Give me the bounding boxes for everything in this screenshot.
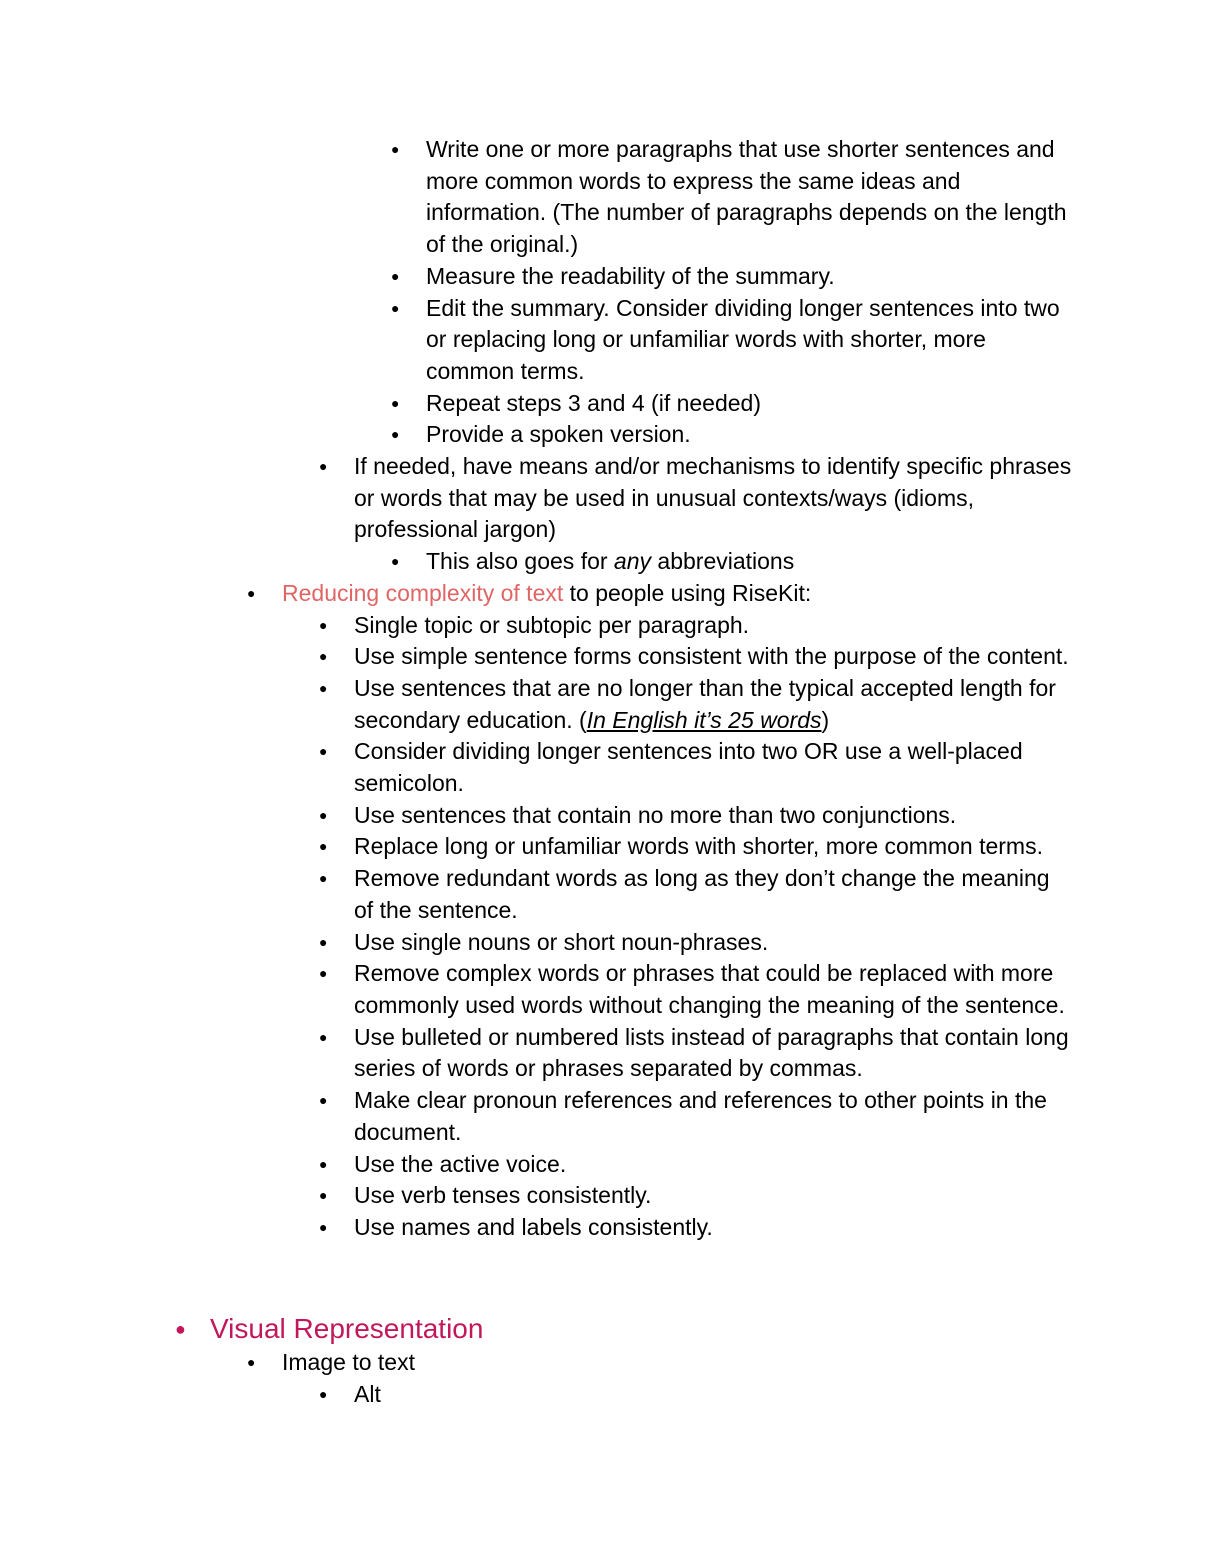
- list-item: ● Use the active voice.: [354, 1149, 1074, 1181]
- text: Use sentences that are no longer than the typical accepted length for secondary education. (: [354, 674, 1056, 733]
- list-item: ● Use single nouns or short noun-phrases.: [354, 927, 1074, 959]
- list-item: ● Use simple sentence forms consistent with the purpose of the content.: [354, 641, 1074, 673]
- list-item: ● Single topic or subtopic per paragraph.: [354, 610, 1074, 642]
- list-item: [282, 578, 1082, 610]
- text: abbreviations: [651, 548, 795, 575]
- text: to people using RiseKit:: [563, 579, 812, 606]
- idioms-list: [0, 451, 1082, 546]
- reducing-list: [0, 578, 1082, 610]
- list-item: ● Replace long or unfamiliar words with shorter, more common terms.: [354, 831, 1074, 863]
- list-item: ● Repeat steps 3 and 4 (if needed): [426, 388, 1076, 420]
- list-item: ● Provide a spoken version.: [426, 419, 1076, 451]
- steps-list: [0, 134, 1082, 451]
- text: This also goes for: [426, 548, 614, 575]
- visual-sub-list: [0, 1347, 1110, 1379]
- list-item: ● If needed, have means and/or mechanisms to identify specific phrases or words that may be used in unusual contexts/ways (idioms, professional jargon): [354, 451, 1074, 546]
- visual-section: [0, 1311, 1110, 1410]
- guidelines-list: [0, 134, 1082, 1244]
- section-heading: ● Visual Representation: [210, 1311, 1110, 1347]
- list-item: [354, 673, 1074, 736]
- list-item: ● Remove redundant words as long as they don’t change the meaning of the sentence.: [354, 863, 1074, 926]
- abbreviations-list: [0, 546, 1082, 578]
- list-item: ● Use verb tenses consistently.: [354, 1180, 1074, 1212]
- list-item: ● Edit the summary. Consider dividing longer sentences into two or replacing long or unfamiliar words with shorter, more common terms.: [426, 293, 1076, 388]
- reducing-complexity-link[interactable]: Reducing complexity of text: [282, 579, 564, 606]
- text: ): [821, 706, 830, 733]
- emphasis: any: [613, 548, 652, 575]
- list-item: ● Remove complex words or phrases that could be replaced with more commonly used words without changing the meaning of the sentence.: [354, 958, 1074, 1021]
- list-item: ● Use sentences that contain no more than two conjunctions.: [354, 800, 1074, 832]
- list-item: ● Image to text: [282, 1347, 1082, 1379]
- list-item: ● Use bulleted or numbered lists instead of paragraphs that contain long series of words or phrases separated by commas.: [354, 1022, 1074, 1085]
- list-item: [426, 546, 1076, 578]
- list-item: ● Consider dividing longer sentences into two OR use a well-placed semicolon.: [354, 736, 1074, 799]
- visual-heading-list: [0, 1311, 1110, 1347]
- visual-subsub-list: [0, 1379, 1110, 1411]
- english-25-words-link[interactable]: In English it’s 25 words: [586, 706, 822, 733]
- list-item: ● Alt: [354, 1379, 1074, 1411]
- list-item: ● Make clear pronoun references and references to other points in the document.: [354, 1085, 1074, 1148]
- list-item: ● Use names and labels consistently.: [354, 1212, 1074, 1244]
- reducing-items: [0, 610, 1082, 1244]
- list-item: ● Measure the readability of the summary.: [426, 261, 1076, 293]
- list-item: ● Write one or more paragraphs that use shorter sentences and more common words to express the same ideas and information. (The number of paragraphs depends on the length of the original.): [426, 134, 1076, 261]
